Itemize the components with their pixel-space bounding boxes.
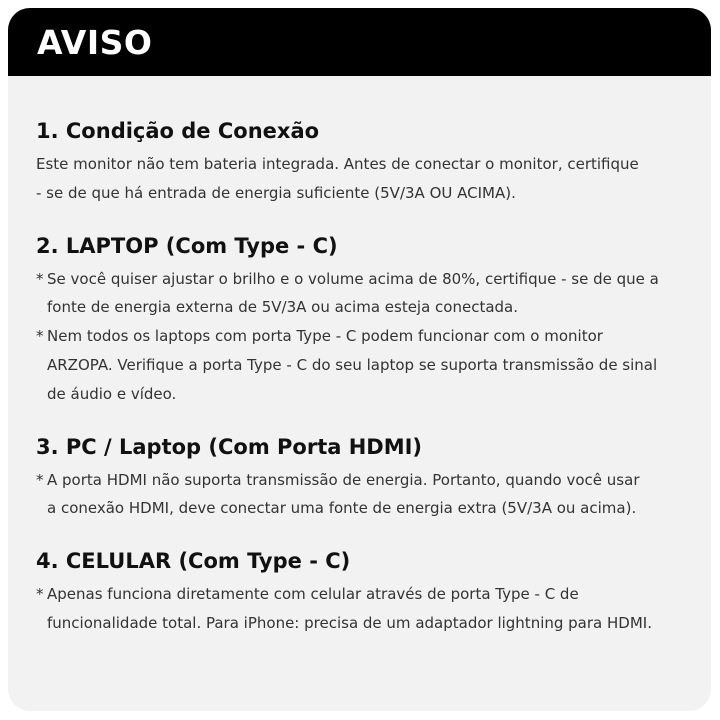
bullet-item — [36, 580, 691, 638]
bullet-line: Nem todos os laptops com porta Type - C podem funcionar com o monitor — [47, 327, 603, 346]
bullet-text — [47, 466, 691, 524]
bullet-text — [47, 580, 691, 638]
bullet-line: fonte de energia externa de 5V/3A ou acima esteja conectada. — [47, 298, 519, 317]
paragraph-line: Este monitor não tem bateria integrada. Antes de conectar o monitor, certifique — [36, 155, 639, 173]
bullet-item — [36, 466, 691, 524]
bullet-mark: * — [36, 269, 44, 288]
section-title: 2. LAPTOP (Com Type - C) — [36, 233, 338, 258]
section-laptop-type-c — [36, 231, 691, 409]
bullet-line: a conexão HDMI, deve conectar uma fonte de energia extra (5V/3A ou acima). — [47, 499, 637, 518]
notice-title: AVISO — [37, 22, 153, 62]
section-celular-type-c — [36, 546, 691, 638]
bullet-text — [47, 265, 691, 323]
bullet-item — [36, 265, 691, 323]
notice-card — [8, 8, 711, 711]
bullet-mark: * — [36, 470, 44, 489]
paragraph-line: - se de que há entrada de energia suficiente (5V/3A OU ACIMA). — [36, 183, 516, 202]
bullet-line: funcionalidade total. Para iPhone: precisa de um adaptador lightning para HDMI. — [47, 613, 652, 632]
notice-content — [8, 76, 711, 638]
bullet-text — [47, 322, 691, 408]
bullet-mark: * — [36, 585, 44, 604]
bullet-line: ARZOPA. Verifique a porta Type - C do seu laptop se suporta transmissão de sinal — [47, 355, 658, 374]
section-title: 4. CELULAR (Com Type - C) — [36, 549, 351, 574]
bullet-item — [36, 322, 691, 408]
bullet-line: Apenas funciona diretamente com celular através de porta Type - C de — [47, 585, 579, 604]
bullet-line: de áudio e vídeo. — [47, 384, 177, 403]
bullet-line: A porta HDMI não suporta transmissão de energia. Portanto, quando você usar — [47, 470, 640, 489]
section-pc-laptop-hdmi — [36, 432, 691, 524]
bullet-line: Se você quiser ajustar o brilho e o volume acima de 80%, certifique - se de que a — [47, 269, 659, 288]
notice-header — [8, 8, 711, 76]
section-title: 1. Condição de Conexão — [36, 119, 320, 143]
bullet-mark: * — [36, 327, 44, 346]
section-title: 3. PC / Laptop (Com Porta HDMI) — [36, 434, 423, 459]
section-connection-condition — [36, 116, 691, 208]
